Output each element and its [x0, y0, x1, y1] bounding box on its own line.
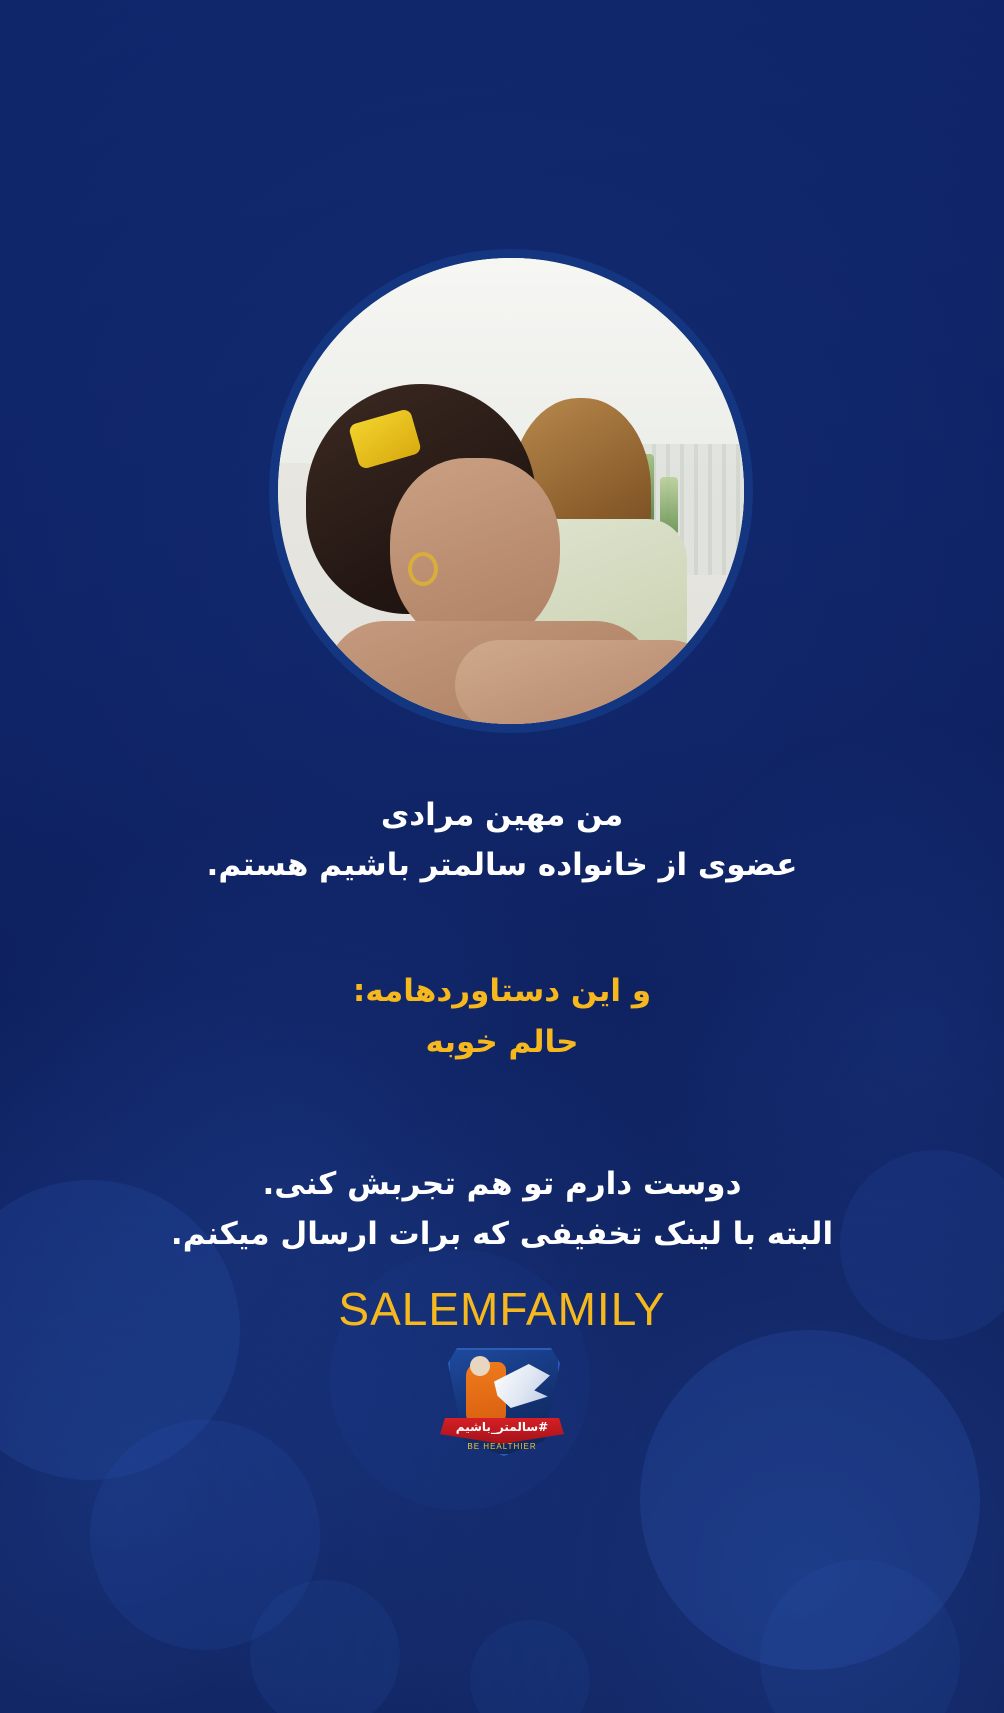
- bokeh-circle: [640, 1330, 980, 1670]
- athlete-head-icon: [470, 1356, 490, 1376]
- spacer: [0, 1067, 1004, 1159]
- logo-banner-text: #سالمتر_باشیم: [455, 1420, 549, 1434]
- bokeh-circle: [90, 1420, 320, 1650]
- testimonial-text-block: [0, 790, 1004, 1259]
- invite-line-1: دوست دارم تو هم تجربش کنی.: [262, 1165, 742, 1202]
- logo-subtitle: BE HEALTHIER: [467, 1442, 537, 1451]
- avatar: [202, 196, 802, 768]
- bokeh-circle: [250, 1580, 400, 1713]
- achievement-value: حالم خوبه: [425, 1023, 579, 1060]
- achievement-label: و این دستاوردهامه:: [352, 973, 652, 1010]
- bokeh-circle: [760, 1560, 960, 1713]
- photo-person-primary-arm: [455, 640, 715, 730]
- brand-name: SALEMFAMILY: [338, 1283, 666, 1335]
- spacer: [0, 890, 1004, 966]
- testimonial-name: من مهین مرادی: [380, 797, 624, 833]
- invite-line-2: البته با لینک تخفیفی که برات ارسال میکنم.: [170, 1216, 834, 1253]
- testimonial-membership: عضوی از خانواده سالمتر باشیم هستم.: [206, 847, 798, 884]
- profile-photo: [269, 249, 753, 733]
- profile-photo-image: [278, 258, 744, 724]
- bokeh-circle: [470, 1620, 590, 1713]
- brand-logo: [440, 1348, 564, 1466]
- photo-earring: [408, 552, 438, 586]
